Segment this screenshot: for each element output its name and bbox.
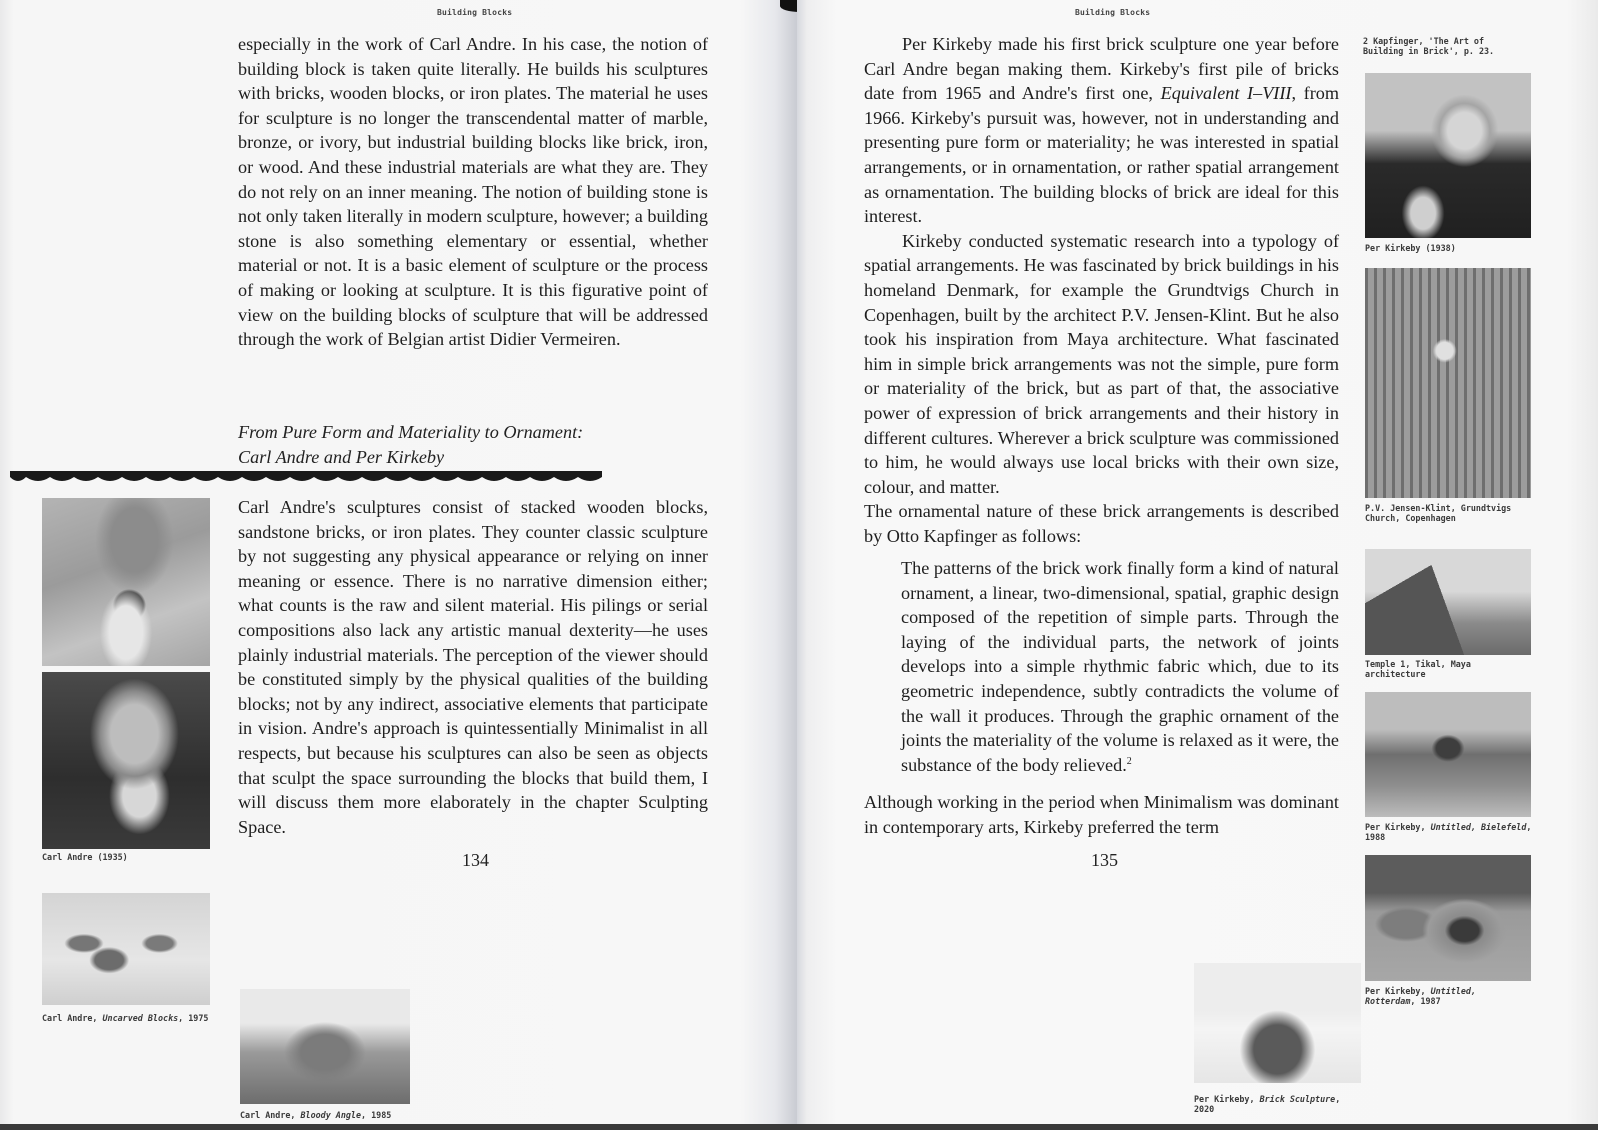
book-bottom-edge	[0, 1124, 1598, 1130]
paragraph-1: especially in the work of Carl Andre. In his case, the notion of building block is taken quite literally. He builds his sculptures with bricks, wooden blocks, or iron plates. The material he uses for sculpture is no longer the transcendental matter of marble, bronze, or ivory, but industrial building blocks like brick, iron, or wood. And these industrial materials are what they are. They do not rely on an inner meaning. The notion of building stone is not only taken literally in modern sculpture, however; a building stone is also something elementary or essential, whether material or not. It is a basic element of sculpture or the process of making or looking at sculpture. It is this figurative point of view on the building blocks of sculpture that will be addressed through the work of Belgian artist Didier Vermeiren.	[238, 34, 708, 350]
paragraph-3: The ornamental nature of these brick arrangements is described by Otto Kapfinger as follows:	[864, 501, 1339, 546]
figure-caption: Carl Andre (1935)	[42, 852, 128, 862]
body-paragraph	[238, 32, 708, 352]
figure-untitled-bielefeld-photo	[1365, 692, 1531, 817]
body-paragraph	[864, 32, 1339, 548]
figure-caption: Carl Andre, Bloody Angle, 1985	[240, 1110, 392, 1120]
figure-caption: Per Kirkeby, Brick Sculpture, 2020	[1194, 1094, 1341, 1114]
figure-temple-tikal-photo	[1365, 549, 1531, 655]
paragraph-1: Per Kirkeby made his first brick sculpture one year before Carl Andre began making them. Kirkeby's first pile of bricks date from 1965 and Andre's first one, Equivalent I–VIII, from 1966. Kirkeby's pursuit was, however, not in understanding and presenting pure form or materiality; he was interested in spatial arrangements, or in ornamentation, or rather spatial arrangement as ornamentation. The building blocks of brick are ideal for this interest.	[864, 34, 1340, 227]
figure-grundtvigs-church-photo	[1365, 268, 1531, 498]
figure-uncarved-blocks-photo	[42, 893, 210, 1005]
page-number: 134	[462, 850, 489, 870]
section-heading: From Pure Form and Materiality to Ornament: Carl Andre and Per Kirkeby	[238, 422, 584, 467]
figure-caption: Temple 1, Tikal, Maya architecture	[1365, 659, 1471, 679]
footnote: 2 Kapfinger, 'The Art of Building in Brick', p. 23.	[1363, 36, 1495, 56]
figure-untitled-rotterdam-photo	[1365, 855, 1531, 981]
left-page	[0, 0, 797, 1130]
running-head: Building Blocks	[1075, 8, 1151, 17]
body-paragraph	[864, 790, 1339, 839]
figure-caption: P.V. Jensen-Klint, Grundtvigs Church, Copenhagen	[1365, 503, 1512, 523]
figure-brick-sculpture-photo	[1194, 963, 1361, 1083]
page-number: 135	[1091, 850, 1118, 870]
figure-bloody-angle-photo	[240, 989, 410, 1104]
body-paragraph	[238, 495, 708, 839]
figure-andre-young-photo	[42, 498, 210, 666]
paragraph-2: Kirkeby conducted systematic research into a typology of spatial arrangements. He was fascinated by brick buildings in his homeland Denmark, for example the Grundtvigs Church in Copenhagen, built by the architect P.V. Jensen-Klint. But he also took his inspiration from Maya architecture. What fascinated him in simple brick arrangements was not the simple, pure form or materiality of the brick, but as part of that, the associative power of expression of brick arrangements and their history in different cultures. Wherever a brick sculpture was commissioned to him, he would always use local bricks with their own size, colour, and matter.	[864, 230, 1339, 497]
figure-kirkeby-portrait-photo	[1365, 73, 1531, 238]
figure-caption: Per Kirkeby, Untitled, Bielefeld, 1988	[1365, 822, 1532, 842]
figure-caption: Carl Andre, Uncarved Blocks, 1975	[42, 1013, 209, 1023]
block-quote: The patterns of the brick work finally form a kind of natural ornament, a linear, two-dimensional, spatial, graphic design composed of the repetition of simple parts. Through the laying of the individual parts, the network of joints develops into a simple rhythmic fabric which, due to its geometric independence, subtly contradicts the volume of the wall it produces. Through the graphic ornament of the joints the materiality of the volume is relaxed as it were, the substance of the body relieved.$^2$	[901, 558, 1339, 775]
figure-andre-portrait-photo	[42, 672, 210, 849]
right-page	[797, 0, 1598, 1130]
paragraph-2: Carl Andre's sculptures consist of stacked wooden blocks, sandstone bricks, or iron plates. They counter classic sculpture by not suggesting any physical appearance or relying on inner meaning or essence. There is no narrative dimension either; what counts is the raw and silent material. His pilings or serial compositions also lack any artistic manual dexterity—he uses plainly industrial materials. The perception of the viewer should be constituted simply by the physical qualities of the building blocks; not by any indirect, associative elements that participate in vision. Andre's approach is quintessentially Minimalist in all respects, but because his sculptures can also be seen as objects that sculpt the space surrounding the blocks that build them, I will discuss them more elaborately in the chapter Sculpting Space.	[238, 497, 708, 837]
figure-caption: Per Kirkeby (1938)	[1365, 243, 1456, 253]
paragraph-4: Although working in the period when Minimalism was dominant in contemporary arts, Kirkeby preferred the term	[864, 792, 1339, 837]
running-head: Building Blocks	[437, 8, 513, 17]
figure-caption: Per Kirkeby, Untitled, Rotterdam, 1987	[1365, 986, 1476, 1006]
zigzag-divider	[10, 471, 602, 487]
footnote-ref[interactable]: 2	[1126, 755, 1132, 767]
